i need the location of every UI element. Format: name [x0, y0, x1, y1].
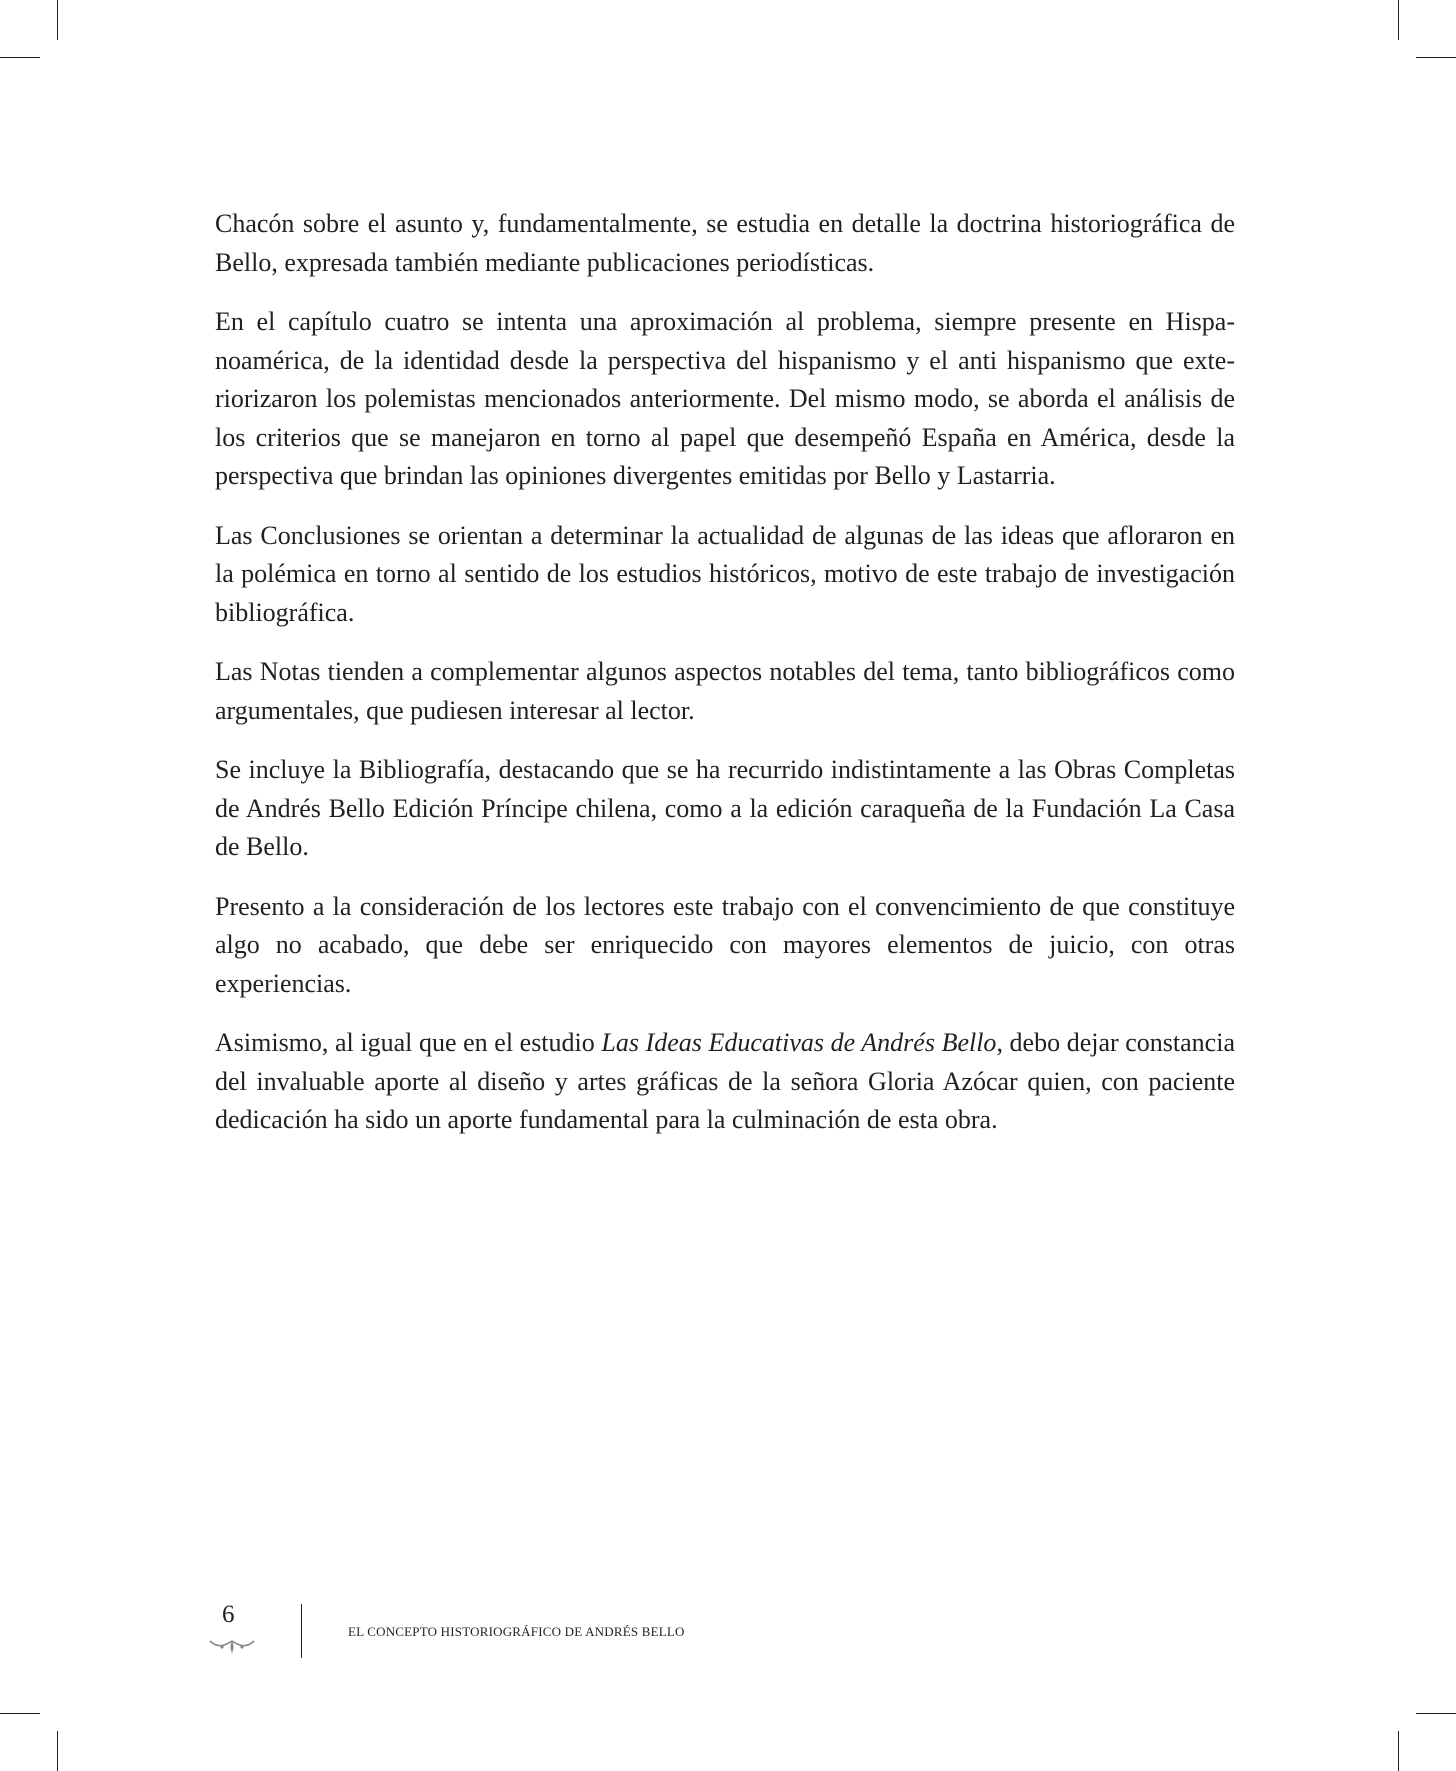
paragraph-7-text-start: Asimismo, al igual que en el estudio	[215, 1028, 602, 1057]
page-number: 6	[222, 1601, 235, 1628]
paragraph-7-text-end: , debo dejar constancia del invaluable aporte al diseño y artes gráficas de la señora Gloria Azócar quien, con paciente dedicación ha sido un aporte fundamental para la culminación de esta obra.	[215, 1028, 1235, 1134]
page-body	[215, 205, 1235, 1161]
running-head: EL CONCEPTO HISTORIOGRÁFICO DE ANDRÉS BELLO	[348, 1624, 685, 1639]
paragraph-3: Las Conclusiones se orientan a determinar la actualidad de algunas de las ideas que afloraron en la polémica en torno al sentido de los estudios históricos, motivo de este trabajo de investigación bibliográfica.	[215, 520, 1235, 627]
paragraph-1: Chacón sobre el asunto y, fundamentalmente, se estudia en detalle la doctrina historiográfica de Bello, expresada también mediante publicaciones periodísticas.	[215, 209, 1235, 277]
paragraph-7	[215, 1024, 1235, 1140]
crop-mark-top-right-vertical	[1398, 0, 1399, 40]
paragraph-2: En el capítulo cuatro se intenta una aproximación al problema, siempre presente en Hispanoamérica, de la identidad desde la perspectiva del hispanismo y el anti hispanismo que exteriorizaron los polemistas mencionados anteriormente. Del mismo modo, se aborda el análisis de los criterios que se manejaron en torno al papel que desempeñó España en América, desde la perspectiva que brindan las opiniones divergentes emitidas por Bello y Lastarria.	[215, 307, 1235, 490]
footer-divider	[301, 1604, 302, 1658]
crop-mark-bottom-left-vertical	[57, 1731, 58, 1771]
crop-mark-top-left-vertical	[57, 0, 58, 40]
crop-mark-bottom-left-horizontal	[0, 1713, 40, 1714]
crop-mark-bottom-right-vertical	[1398, 1731, 1399, 1771]
floral-ornament-icon	[208, 1635, 256, 1655]
book-title-italic: Las Ideas Educativas de Andrés Bello	[601, 1028, 997, 1057]
paragraph-4: Las Notas tienden a complementar algunos aspectos notables del tema, tanto bibliográficos como argumentales, que pudiesen interesar al lector.	[215, 657, 1235, 725]
crop-mark-top-left-horizontal	[0, 57, 40, 58]
paragraph-6: Presento a la consideración de los lectores este trabajo con el convencimiento de que constituye algo no acabado, que debe ser enriquecido con mayores elementos de juicio, con otras experiencias.	[215, 891, 1235, 998]
crop-mark-top-right-horizontal	[1416, 57, 1456, 58]
paragraph-5: Se incluye la Bibliografía, destacando que se ha recurrido indistintamente a las Obras Completas de Andrés Bello Edición Príncipe chilena, como a la edición caraqueña de la Fundación La Casa de Bello.	[215, 755, 1235, 861]
crop-mark-bottom-right-horizontal	[1416, 1713, 1456, 1714]
